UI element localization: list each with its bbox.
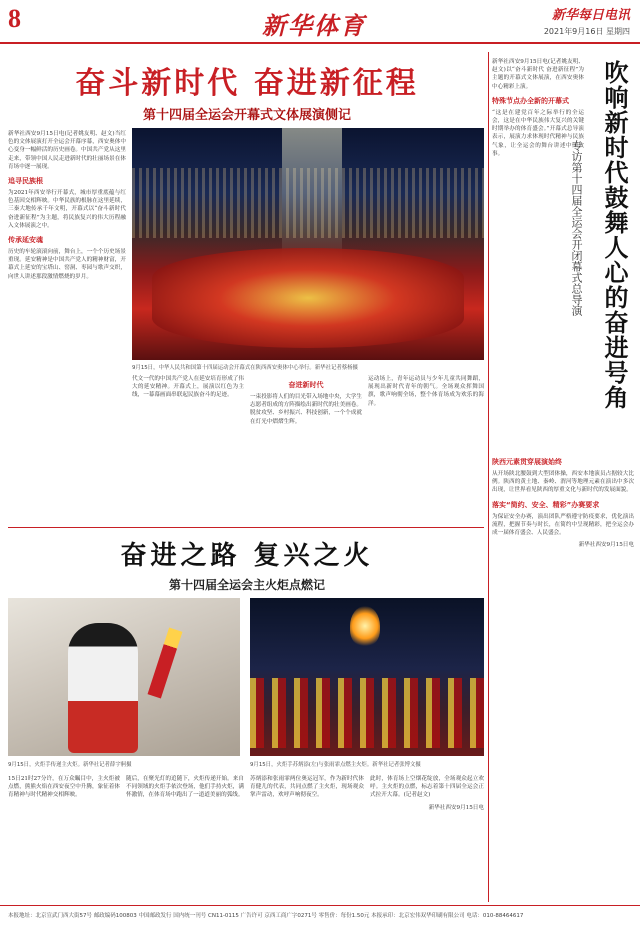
byline: 新华社西安9月15日电: [428, 804, 484, 811]
feature-title: 吹响新时代鼓舞人心的奋进号角: [600, 60, 628, 410]
section-body: 为2021年西安举行开幕式，城市厚重底蕴与红色基因交相辉映。中华民族的根脉在这里延续，三秦大地传承千年文明，开幕式以“奋斗新时代 奋进新征程”为主题，将民族复兴的伟大历程融入文体展演之中。: [8, 190, 126, 229]
section2-subtitle: 第十四届全运会主火炬点燃记: [168, 578, 325, 592]
torch-runner-photo: [8, 598, 240, 756]
torchbearer-figure: [68, 623, 138, 753]
bottom-column-3: [250, 775, 364, 875]
hero-title: 奋斗新时代 奋进新征程: [75, 66, 419, 101]
right-column-filler: [492, 235, 558, 445]
article-text: 运动场上，青年运动员与少年儿童共同舞蹈，展现出新时代青年的朝气。全场观众挥舞国旗，歌声响彻全场，整个体育场成为欢乐的海洋。: [368, 376, 484, 407]
section-heading: 追寻民族根: [8, 177, 43, 186]
section-heading: 落实“简约、安全、精彩”办赛要求: [492, 500, 600, 509]
mid-column-3: [368, 375, 484, 515]
lead-paragraph: 新华社西安9月15日电(记者姚友明、赵文)当红色的文体展演打开全运会开幕序幕，西安奥体中心变身一幅鲜活的历史画卷。中国共产党从这里走来，带领中国人民走进新时代的壮丽场景在体育场中逐一展现。: [8, 131, 126, 170]
article-text: 15日21时27分许，在万众瞩目中，主火炬被点燃，熊熊火焰在西安夜空中升腾，象征着体育精神与时代精神交相辉映。: [8, 776, 120, 799]
lead-paragraph: 新华社西安9月15日电(记者姚友明、赵文)以“奋斗新时代 奋进新征程”为主题的开幕式文体展演，在西安奥体中心精彩上演。: [492, 59, 584, 90]
section-body: “这是在建党百年之际举行的全运会，这是在中华民族伟大复兴的关键时期举办的体育盛会。”开幕式总导演表示，展演力求体现时代精神与民族气象，让全运会的舞台讲述中国故事。: [492, 109, 584, 157]
section-body: 历史的车轮滚滚向前，舞台上，一个个历史场景重现。延安精神是中国共产党人的精神财富，开幕式上延安的宝塔山、窑洞、枣园与歌声交织，向世人讲述那段激情燃烧的岁月。: [8, 249, 126, 280]
flame-icon: [350, 606, 380, 646]
section2-title: 奋进之路 复兴之火: [120, 541, 374, 571]
main-photo-caption: 9月15日，中华人民共和国第十四届运动会开幕式在陕西西安奥体中心举行。新华社记者蔡杨摄: [132, 365, 358, 371]
cauldron-lighting-photo: [250, 598, 484, 756]
spotlight: [282, 128, 342, 268]
opening-ceremony-photo: [132, 128, 484, 360]
article-text: 一束投影将人们的目光带入场地中央，大学生志愿者组成的方阵描绘出新时代的壮美画卷。脱贫攻坚、乡村振兴、科技创新，一个个成就在灯光中熠熠生辉。: [250, 394, 362, 425]
torch-icon: [148, 628, 183, 699]
section-heading: 特殊节点办全新的开幕式: [492, 96, 569, 105]
bottom-column-2: [126, 775, 244, 875]
paper-name: 新华每日电讯: [551, 8, 630, 23]
bottom-column-4: [370, 775, 484, 875]
byline: 新华社西安9月15日电: [578, 542, 634, 549]
section-brand: 新华体育: [262, 11, 366, 40]
column-divider: [488, 52, 489, 902]
issue-date: 2021年9月16日 星期四: [543, 27, 630, 36]
left-column-article: [8, 130, 126, 515]
hero-subtitle: 第十四届全运会开幕式文体展演侧记: [142, 108, 351, 123]
stadium-field: [152, 248, 464, 348]
feature-subtitle: 专访第十四届全运会开闭幕式总导演: [570, 140, 583, 316]
article-text: 苏炳添和张雨霏两位奥运冠军，作为新时代体育健儿的代表，共同点燃了主火炬，现场观众掌声雷动，欢呼声响彻夜空。: [250, 776, 364, 799]
section-heading: 传承延安魂: [8, 236, 43, 245]
bottom-column-1: [8, 775, 120, 875]
performers-row: [250, 678, 484, 748]
section-body: 为保证安全办赛，演出团队严格遵守防疫要求，优化演出流程，把握节奏与时长，在简约中呈现精彩，把全运会办成一届体育盛会、人民盛会。: [492, 513, 634, 537]
article-text: 代文一代的中国共产党人在延安培育形成了伟大的延安精神。开幕式上，展演以红色为主线，一幕幕画面串联起民族奋斗的足迹。: [132, 376, 244, 399]
page-number: 8: [8, 4, 21, 33]
photo-a-caption: 9月15日，火炬手传递主火炬。新华社记者薛宇舸摄: [8, 762, 132, 768]
footer: 本报地址：北京宣武门西大街57号 邮政编码100803 中国邮政发行 国内统一刊号 CN11-0115 广告许可 京西工商广字0271号 零售价：每份1.50元 本报承印：北京宏伟双华印刷有限公司 电话：010-88464617: [0, 905, 640, 925]
mid-column-2: [250, 375, 362, 515]
mid-heading: 奋进新时代: [288, 381, 324, 389]
section-divider: [8, 527, 484, 528]
article-text: 随后，在聚光灯的追随下，火炬传递开始。来自不同领域的火炬手依次登场，他们手持火炬，满怀激情，在体育场中跑出了一道道美丽的弧线。: [126, 776, 244, 799]
section-heading: 陕西元素贯穿展演始终: [492, 458, 562, 466]
masthead: [0, 0, 640, 44]
photo-b-caption: 9月15日，火炬手苏炳添(左)与张雨霏点燃主火炬。新华社记者张博文摄: [250, 762, 421, 768]
article-text: 此时，体育场上空烟花绽放，全场观众起立欢呼。主火炬的点燃，标志着第十四届全运会正式拉开大幕。(记者赵文): [370, 776, 484, 799]
mid-column-1: [132, 375, 244, 515]
right-lower-article: [492, 452, 634, 862]
section-body: 从开场陕北腰鼓到大型团体操，西安本地演员占据较大比例。陕西的黄土地、秦岭、渭河等地理元素在演出中多次出现，让世界看见陕西的厚重文化与新时代的发展面貌。: [492, 471, 634, 494]
